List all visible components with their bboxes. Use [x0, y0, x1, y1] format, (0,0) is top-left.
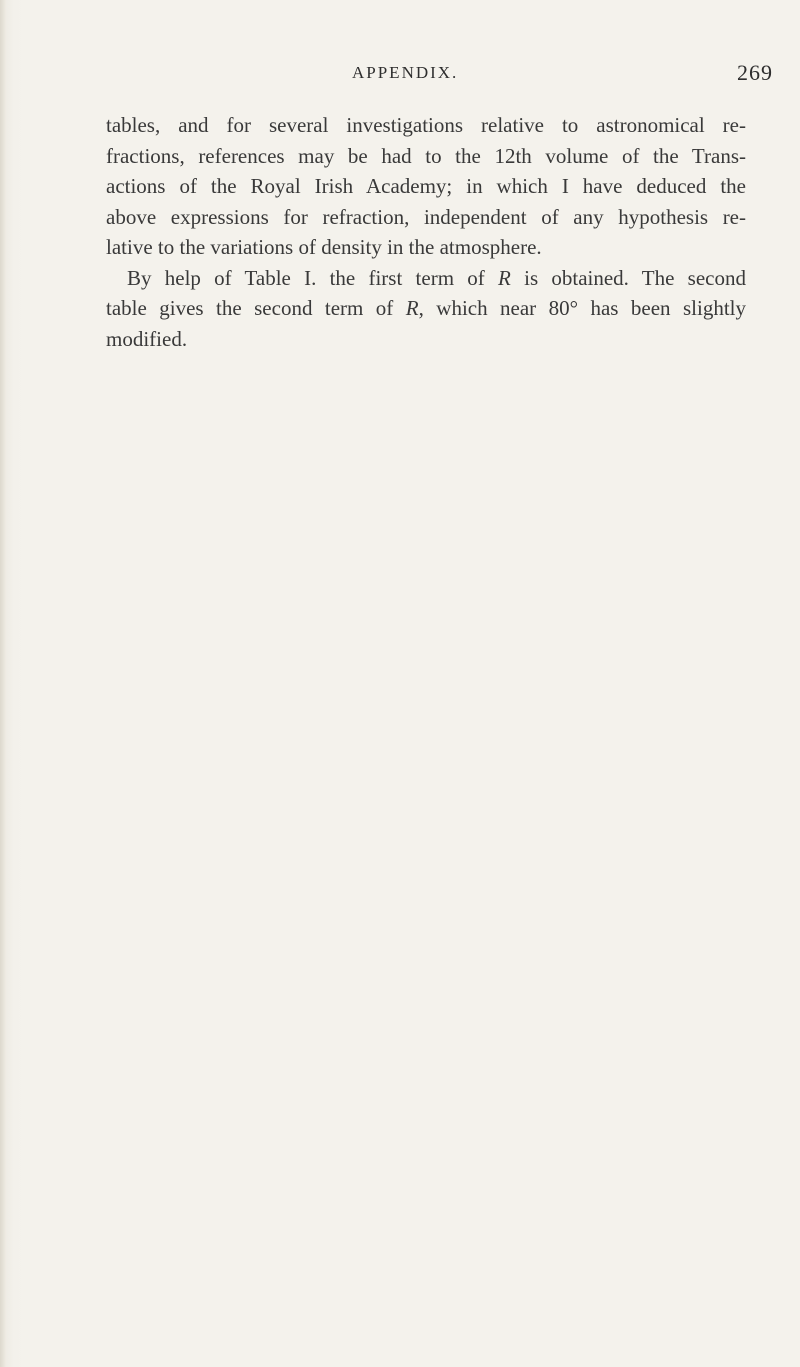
text-line: actions of the Royal Irish Academy; in which I have deduced the [106, 174, 746, 198]
text-segment: , which near 80° has been slightly [418, 296, 746, 320]
text-segment: By help of Table I. the first term of [127, 265, 499, 290]
page-number: 269 [737, 60, 773, 85]
body-text [106, 110, 746, 354]
text-line [106, 263, 746, 294]
text-segment: is obtained. The second [510, 265, 746, 290]
paragraph-tables [106, 263, 746, 355]
text-line: modified. [106, 326, 188, 351]
text-line: above expressions for refraction, independent of any hypothesis re- [106, 204, 746, 229]
text-line: lative to the variations of density in the atmosphere. [106, 235, 542, 259]
variable-r: R [405, 296, 419, 320]
page-binding-edge [0, 0, 6, 1367]
running-head-title: APPENDIX. [352, 63, 459, 82]
text-segment: table gives the second term of [106, 296, 406, 320]
variable-r: R [498, 265, 511, 290]
running-head [0, 60, 800, 90]
text-line: fractions, references may be had to the 12th volume of the Trans- [106, 143, 746, 168]
text-line: tables, and for several investigations relative to astronomical re- [106, 113, 746, 137]
text-line [106, 293, 746, 324]
paragraph-references [106, 110, 746, 263]
